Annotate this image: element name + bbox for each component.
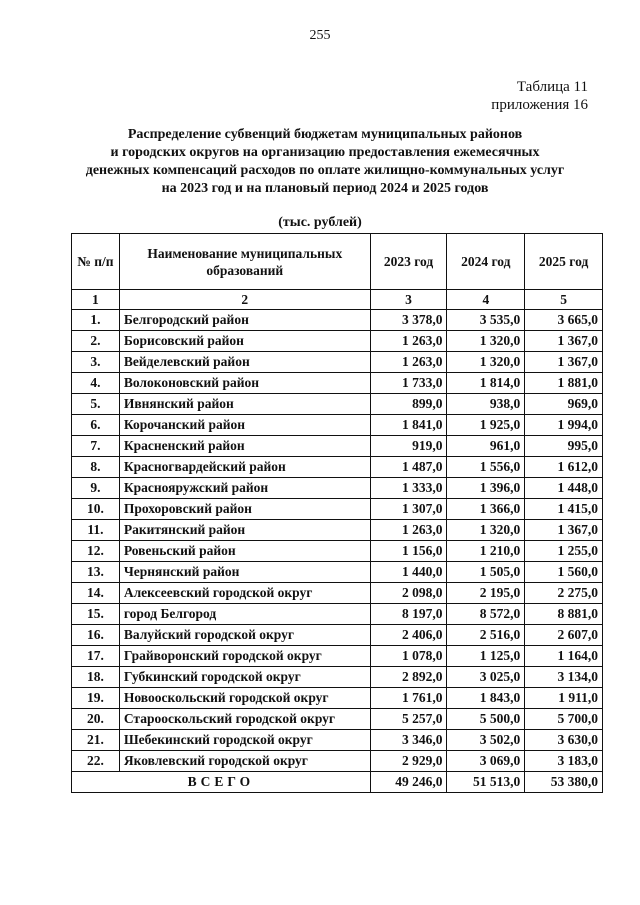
row-name: Краснояружский район xyxy=(119,478,370,499)
table-row xyxy=(72,625,603,646)
title-line2: и городских округов на организацию предоставления ежемесячных xyxy=(110,145,540,160)
row-2023: 3 346,0 xyxy=(370,730,447,751)
row-number: 15. xyxy=(72,604,120,625)
row-2023: 1 440,0 xyxy=(370,562,447,583)
row-2025: 5 700,0 xyxy=(525,709,603,730)
table-row xyxy=(72,394,603,415)
header-2023: 2023 год xyxy=(370,234,447,290)
row-2025: 1 994,0 xyxy=(525,415,603,436)
row-2023: 1 733,0 xyxy=(370,373,447,394)
table-row xyxy=(72,646,603,667)
table-row xyxy=(72,604,603,625)
row-2024: 961,0 xyxy=(447,436,525,457)
table-row xyxy=(72,499,603,520)
row-number: 3. xyxy=(72,352,120,373)
row-2025: 1 367,0 xyxy=(525,352,603,373)
row-2025: 1 164,0 xyxy=(525,646,603,667)
row-name: Алексеевский городской округ xyxy=(119,583,370,604)
row-2023: 2 929,0 xyxy=(370,751,447,772)
table-header-row xyxy=(72,234,603,290)
row-2025: 8 881,0 xyxy=(525,604,603,625)
row-name: Губкинский городской округ xyxy=(119,667,370,688)
table-ref-line2: приложения 16 xyxy=(491,97,588,113)
header-num: № п/п xyxy=(72,234,120,290)
row-2023: 2 892,0 xyxy=(370,667,447,688)
row-2023: 919,0 xyxy=(370,436,447,457)
row-number: 19. xyxy=(72,688,120,709)
col-number: 2 xyxy=(119,290,370,310)
row-2024: 1 843,0 xyxy=(447,688,525,709)
row-2025: 1 448,0 xyxy=(525,478,603,499)
row-2025: 2 607,0 xyxy=(525,625,603,646)
row-name: Корочанский район xyxy=(119,415,370,436)
row-number: 14. xyxy=(72,583,120,604)
row-2023: 3 378,0 xyxy=(370,310,447,331)
row-number: 7. xyxy=(72,436,120,457)
row-2025: 3 134,0 xyxy=(525,667,603,688)
total-2024: 51 513,0 xyxy=(447,772,525,793)
row-2023: 1 263,0 xyxy=(370,331,447,352)
row-name: Красногвардейский район xyxy=(119,457,370,478)
row-name: Чернянский район xyxy=(119,562,370,583)
row-name: Яковлевский городской округ xyxy=(119,751,370,772)
title-line3: денежных компенсаций расходов по оплате жилищно-коммунальных услуг xyxy=(85,163,565,178)
row-2024: 1 366,0 xyxy=(447,499,525,520)
column-number-row xyxy=(72,290,603,310)
row-number: 20. xyxy=(72,709,120,730)
row-2024: 8 572,0 xyxy=(447,604,525,625)
row-2024: 1 125,0 xyxy=(447,646,525,667)
row-name: город Белгород xyxy=(119,604,370,625)
row-2024: 1 320,0 xyxy=(447,520,525,541)
row-number: 2. xyxy=(72,331,120,352)
row-2024: 1 320,0 xyxy=(447,352,525,373)
header-2024: 2024 год xyxy=(447,234,525,290)
row-2024: 1 320,0 xyxy=(447,331,525,352)
row-2025: 1 881,0 xyxy=(525,373,603,394)
row-2024: 3 025,0 xyxy=(447,667,525,688)
row-2024: 1 814,0 xyxy=(447,373,525,394)
row-2024: 2 516,0 xyxy=(447,625,525,646)
row-name: Волоконовский район xyxy=(119,373,370,394)
table-row xyxy=(72,583,603,604)
row-2023: 2 406,0 xyxy=(370,625,447,646)
col-number: 5 xyxy=(525,290,603,310)
total-label: ВСЕГО xyxy=(72,772,371,793)
row-2025: 2 275,0 xyxy=(525,583,603,604)
row-number: 10. xyxy=(72,499,120,520)
row-2023: 1 841,0 xyxy=(370,415,447,436)
row-name: Ивнянский район xyxy=(119,394,370,415)
row-2023: 1 307,0 xyxy=(370,499,447,520)
row-2025: 3 183,0 xyxy=(525,751,603,772)
row-2024: 1 210,0 xyxy=(447,541,525,562)
row-number: 17. xyxy=(72,646,120,667)
row-2024: 5 500,0 xyxy=(447,709,525,730)
table-row xyxy=(72,667,603,688)
col-number: 1 xyxy=(72,290,120,310)
table-body xyxy=(72,310,603,772)
title-line1: Распределение субвенций бюджетам муниципальных районов xyxy=(127,127,523,142)
row-2023: 1 263,0 xyxy=(370,352,447,373)
row-2023: 5 257,0 xyxy=(370,709,447,730)
row-name: Красненский район xyxy=(119,436,370,457)
row-number: 1. xyxy=(72,310,120,331)
row-2024: 1 396,0 xyxy=(447,478,525,499)
row-2023: 1 263,0 xyxy=(370,520,447,541)
row-name: Прохоровский район xyxy=(119,499,370,520)
row-name: Ракитянский район xyxy=(119,520,370,541)
row-name: Ровеньский район xyxy=(119,541,370,562)
table-row xyxy=(72,457,603,478)
table-row xyxy=(72,352,603,373)
row-number: 4. xyxy=(72,373,120,394)
col-number: 4 xyxy=(447,290,525,310)
table-row xyxy=(72,541,603,562)
title-line4: на 2023 год и на плановый период 2024 и 2025 годов xyxy=(161,181,489,196)
row-number: 12. xyxy=(72,541,120,562)
table-row xyxy=(72,730,603,751)
row-number: 11. xyxy=(72,520,120,541)
table-reference xyxy=(491,78,588,114)
table-row xyxy=(72,709,603,730)
row-name: Валуйский городской округ xyxy=(119,625,370,646)
table-row xyxy=(72,520,603,541)
row-2025: 995,0 xyxy=(525,436,603,457)
table-row xyxy=(72,751,603,772)
units-label: (тыс. рублей) xyxy=(278,215,362,230)
row-2023: 1 761,0 xyxy=(370,688,447,709)
row-number: 9. xyxy=(72,478,120,499)
table-row xyxy=(72,562,603,583)
row-2024: 3 069,0 xyxy=(447,751,525,772)
row-2025: 3 665,0 xyxy=(525,310,603,331)
row-2023: 1 487,0 xyxy=(370,457,447,478)
row-number: 13. xyxy=(72,562,120,583)
table-row xyxy=(72,415,603,436)
row-2025: 1 911,0 xyxy=(525,688,603,709)
row-number: 21. xyxy=(72,730,120,751)
row-2024: 3 535,0 xyxy=(447,310,525,331)
row-name: Борисовский район xyxy=(119,331,370,352)
row-2023: 1 078,0 xyxy=(370,646,447,667)
table-row xyxy=(72,310,603,331)
row-2024: 1 556,0 xyxy=(447,457,525,478)
document-title xyxy=(60,126,590,198)
total-2023: 49 246,0 xyxy=(370,772,447,793)
table-row xyxy=(72,688,603,709)
row-number: 6. xyxy=(72,415,120,436)
table-row xyxy=(72,373,603,394)
row-number: 16. xyxy=(72,625,120,646)
header-name: Наименование муниципальных образований xyxy=(119,234,370,290)
row-number: 18. xyxy=(72,667,120,688)
row-2023: 2 098,0 xyxy=(370,583,447,604)
row-2025: 969,0 xyxy=(525,394,603,415)
row-2025: 1 367,0 xyxy=(525,520,603,541)
table-ref-line1: Таблица 11 xyxy=(516,79,588,95)
row-2024: 2 195,0 xyxy=(447,583,525,604)
table-row xyxy=(72,331,603,352)
row-2023: 1 333,0 xyxy=(370,478,447,499)
row-2023: 8 197,0 xyxy=(370,604,447,625)
row-2025: 1 415,0 xyxy=(525,499,603,520)
row-2025: 1 255,0 xyxy=(525,541,603,562)
row-number: 8. xyxy=(72,457,120,478)
row-2024: 1 505,0 xyxy=(447,562,525,583)
row-2024: 1 925,0 xyxy=(447,415,525,436)
page-number: 255 xyxy=(309,28,331,43)
subsidy-table xyxy=(71,233,603,793)
col-number: 3 xyxy=(370,290,447,310)
total-row xyxy=(72,772,603,793)
table-row xyxy=(72,478,603,499)
row-name: Грайворонский городской округ xyxy=(119,646,370,667)
row-2025: 3 630,0 xyxy=(525,730,603,751)
row-name: Новооскольский городской округ xyxy=(119,688,370,709)
total-2025: 53 380,0 xyxy=(525,772,603,793)
row-number: 22. xyxy=(72,751,120,772)
row-2025: 1 560,0 xyxy=(525,562,603,583)
row-name: Шебекинский городской округ xyxy=(119,730,370,751)
row-name: Старооскольский городской округ xyxy=(119,709,370,730)
table-row xyxy=(72,436,603,457)
row-2025: 1 612,0 xyxy=(525,457,603,478)
row-number: 5. xyxy=(72,394,120,415)
row-name: Белгородский район xyxy=(119,310,370,331)
row-2023: 899,0 xyxy=(370,394,447,415)
row-2025: 1 367,0 xyxy=(525,331,603,352)
row-2024: 938,0 xyxy=(447,394,525,415)
row-name: Вейделевский район xyxy=(119,352,370,373)
row-2024: 3 502,0 xyxy=(447,730,525,751)
row-2023: 1 156,0 xyxy=(370,541,447,562)
header-2025: 2025 год xyxy=(525,234,603,290)
